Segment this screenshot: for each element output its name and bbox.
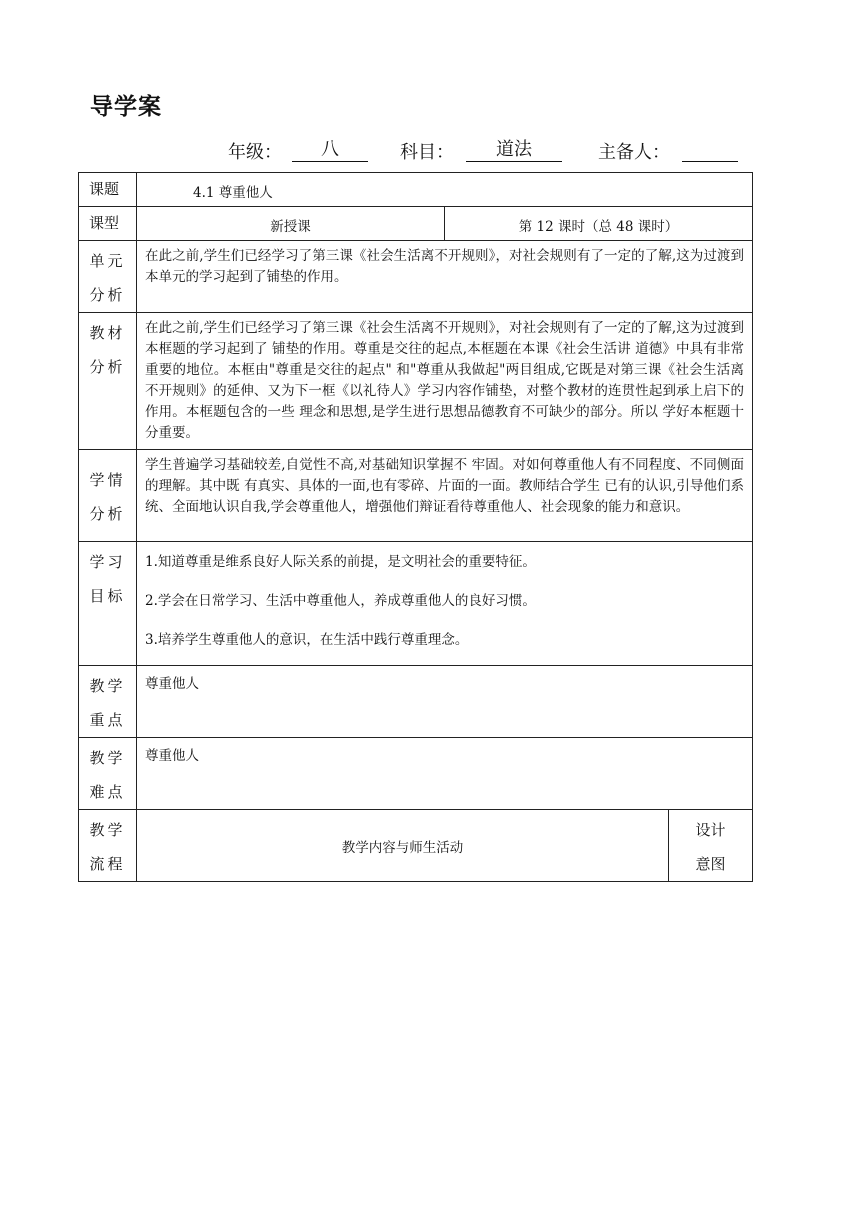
table-row-objectives [79,542,753,666]
grade-label: 年级： [228,142,282,163]
process-label-line1: 教学 [89,821,126,839]
table-row-key-points [79,666,753,738]
table-row-material-analysis [79,313,753,450]
objective-item-2: 2.学会在日常学习、生活中尊重他人，养成尊重他人的良好习惯。 [145,593,536,609]
unit-analysis-label-line2: 分析 [89,286,126,304]
subject-value: 道法 [466,138,562,162]
lesson-plan-table [78,172,753,882]
table-row-type [79,207,753,241]
key-points-cell [137,666,753,738]
period-value: 第 12 课时（总 48 课时） [518,219,679,235]
material-analysis-label [79,313,137,450]
difficulties-cell [137,738,753,810]
table-row-learner-analysis [79,450,753,542]
learner-analysis-label-line2: 分析 [89,505,126,523]
material-analysis-cell [137,313,753,450]
learner-analysis-cell [137,450,753,542]
type-value: 新授课 [270,219,311,235]
table-row-difficulties [79,738,753,810]
topic-label: 课题 [79,173,137,207]
key-points-label-line1: 教学 [89,677,126,695]
objectives-label-line2: 目标 [89,587,126,605]
key-points-label [79,666,137,738]
learner-analysis-text: 学生普遍学习基础较差,自觉性不高,对基础知识掌握不 牢固。对如何尊重他人有不同程度、不同侧面的理解。其中既 有真实、具体的一面,也有零碎、片面的一面。教师结合学生 已有的认识,引导他们系统、全面地认识自我,学会尊重他人，增强他们辩证看待尊重他人、社会现象的能力和意识。 [145,457,745,515]
material-analysis-label-line1: 教材 [89,324,126,342]
process-design-cell [669,810,753,882]
period-cell [445,207,753,241]
process-content-cell [137,810,669,882]
difficulties-label [79,738,137,810]
difficulties-label-line1: 教学 [89,749,126,767]
difficulties-text: 尊重他人 [145,748,199,764]
learner-analysis-label-line1: 学情 [89,471,126,489]
table-row-unit-analysis [79,241,753,313]
subject-label: 科目： [400,142,454,163]
document-meta [228,138,748,166]
grade-value: 八 [292,138,368,162]
process-design-line2: 意图 [695,855,726,873]
objective-item-3: 3.培养学生尊重他人的意识，在生活中践行尊重理念。 [145,632,469,648]
document-title: 导学案 [90,94,162,120]
unit-analysis-label-line1: 单元 [89,252,126,270]
unit-analysis-label [79,241,137,313]
objectives-label [79,542,137,666]
unit-analysis-cell [137,241,753,313]
objective-item-1: 1.知道尊重是维系良好人际关系的前提，是文明社会的重要特征。 [145,554,536,570]
material-analysis-text: 在此之前,学生们已经学习了第三课《社会生活离不开规则》，对社会规则有了一定的了解,这为过渡到本框题的学习起到了 铺垫的作用。尊重是交往的起点,本框题在本课《社会生活讲 道德》中具有非常重要的地位。本框由"尊重是交往的起点" 和"尊重从我做起"两目组成,它既是对第三课《社会生活离 不开规则》的延伸、又为下一框《以礼待人》学习内容作铺垫，对整个教材的连贯性起到承上启下的作用。本框题包含的一些 理念和思想,是学生进行思想品德教育不可缺少的部分。所以 学好本框题十分重要。 [145,320,745,441]
process-label-line2: 流程 [89,855,126,873]
process-label [79,810,137,882]
unit-analysis-text: 在此之前,学生们已经学习了第三课《社会生活离不开规则》，对社会规则有了一定的了解,这为过渡到本单元的学习起到了铺垫的作用。 [145,248,745,285]
key-points-text: 尊重他人 [145,676,199,692]
material-analysis-label-line2: 分析 [89,358,126,376]
table-row-process [79,810,753,882]
difficulties-label-line2: 难点 [89,783,126,801]
objectives-label-line1: 学习 [89,553,126,571]
learner-analysis-label [79,450,137,542]
process-design-line1: 设计 [695,821,726,839]
type-label: 课型 [79,207,137,241]
preparer-value [682,138,738,162]
topic-value-cell [137,173,753,207]
key-points-label-line2: 重点 [89,711,126,729]
process-content-header: 教学内容与师生活动 [341,839,464,856]
objectives-cell [137,542,753,666]
preparer-label: 主备人： [598,142,670,163]
topic-value: 4.1 尊重他人 [193,185,273,201]
table-row-topic [79,173,753,207]
type-value-cell [137,207,445,241]
